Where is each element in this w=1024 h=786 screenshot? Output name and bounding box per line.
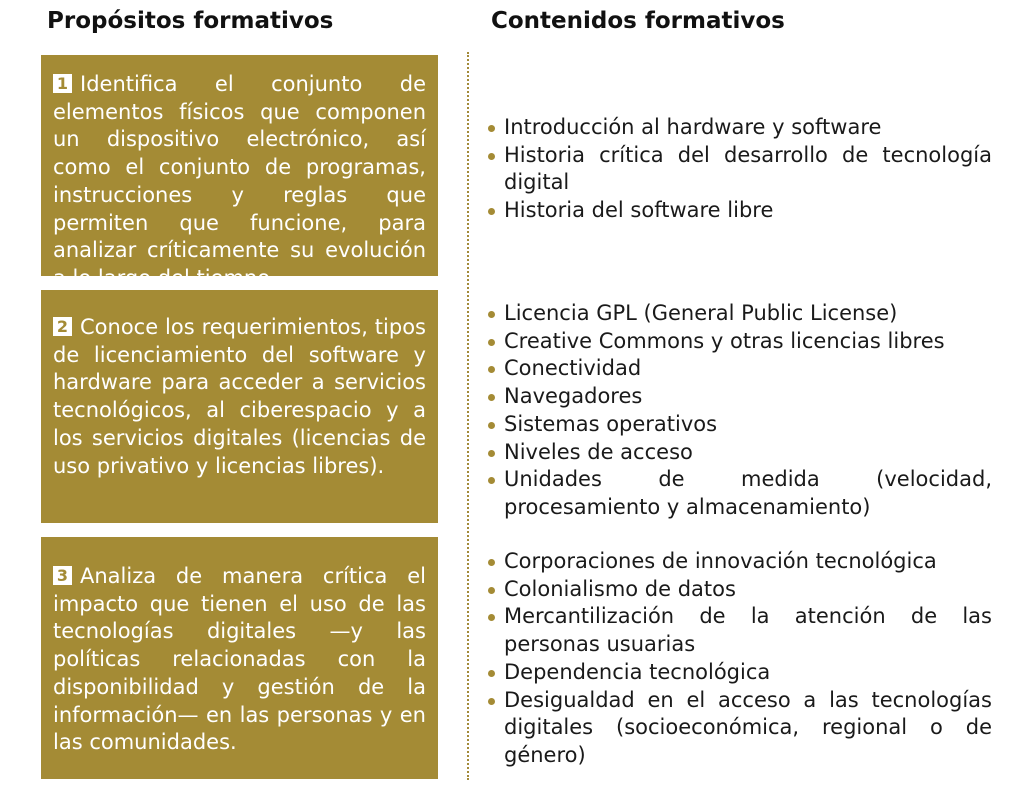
list-item <box>486 439 992 467</box>
purpose-number-badge-3: 3 <box>53 566 72 585</box>
contents-header: Contenidos formativos <box>491 8 785 34</box>
column-divider <box>467 52 469 780</box>
bullet-icon <box>488 311 495 318</box>
purpose-box-1 <box>41 55 438 290</box>
list-item <box>486 411 992 439</box>
list-item-text: Navegadores <box>504 384 643 409</box>
purpose-description-1: Identifica el conjunto de elementos físicos que componen un dispositivo electrónico, así como el conjunto de programas, instrucciones y reglas que permiten que funcione, para analizar críticamente su evolución a lo largo del tiempo. <box>53 72 426 290</box>
purpose-box-3 <box>41 537 438 779</box>
purpose-number-badge-1: 1 <box>53 74 72 93</box>
bullet-icon <box>488 366 495 373</box>
bullet-icon <box>488 698 495 705</box>
list-item-text: Niveles de acceso <box>504 439 693 464</box>
list-item-text: Colonialismo de datos <box>504 576 736 601</box>
list-item-text: Historia del software libre <box>504 198 774 223</box>
list-item-text: Unidades de medida (velocidad, procesamiento y almacenamiento) <box>504 467 992 519</box>
bullet-icon <box>488 208 495 215</box>
list-item <box>486 603 992 658</box>
list-item <box>486 576 992 604</box>
purpose-description-2: Conoce los requerimientos, tipos de licenciamiento del software y hardware para acceder a servicios tecnológicos, al ciberespacio y a los servicios digitales (licencias de uso privativo y licencias libres). <box>53 315 426 478</box>
bullet-icon <box>488 394 495 401</box>
list-item <box>486 383 992 411</box>
purposes-header: Propósitos formativos <box>47 8 334 34</box>
list-item <box>486 687 992 770</box>
purpose-number-badge-2: 2 <box>53 317 72 336</box>
list-item-text: Historia crítica del desarrollo de tecnología digital <box>504 142 992 195</box>
list-item-text: Introducción al hardware y software <box>504 115 882 139</box>
list-item-text: Desigualdad en el acceso a las tecnologías digitales (socioeconómica, regional o de género) <box>504 687 992 767</box>
purpose-description-3: Analiza de manera crítica el impacto que tienen el uso de las tecnologías digitales —y las políticas relacionadas con la disponibilidad y gestión de la información— en las personas y en las comunidades. <box>53 564 426 755</box>
list-item <box>486 659 992 687</box>
bullet-icon <box>488 614 495 621</box>
bullet-icon <box>488 670 495 677</box>
list-item-text: Mercantilización de la atención de las personas usuarias <box>504 604 992 657</box>
list-item <box>486 466 992 521</box>
list-item <box>486 142 992 197</box>
list-item <box>486 114 992 142</box>
list-item <box>486 300 992 328</box>
list-item-text: Sistemas operativos <box>504 411 718 436</box>
bullet-icon <box>488 422 495 429</box>
list-item <box>486 355 992 383</box>
bullet-icon <box>488 587 495 594</box>
list-item <box>486 328 992 356</box>
purpose-text-2 <box>53 314 426 480</box>
bullet-icon <box>488 559 495 566</box>
bullet-icon <box>488 153 495 160</box>
bullet-icon <box>488 450 495 457</box>
list-item-text: Corporaciones de innovación tecnológica <box>504 549 937 573</box>
list-item <box>486 197 992 225</box>
list-item-text: Conectividad <box>504 356 642 381</box>
list-item-text: Dependencia tecnológica <box>504 659 771 684</box>
content-list-1 <box>486 114 992 225</box>
purpose-text-3 <box>53 563 426 757</box>
purpose-text-1 <box>53 71 426 293</box>
list-item-text: Licencia GPL (General Public License) <box>504 301 898 325</box>
purpose-box-2 <box>41 290 438 523</box>
content-list-3 <box>486 548 992 770</box>
content-list-2 <box>486 300 992 522</box>
bullet-icon <box>488 339 495 346</box>
list-item-text: Creative Commons y otras licencias libres <box>504 328 945 353</box>
list-item <box>486 548 992 576</box>
bullet-icon <box>488 125 495 132</box>
bullet-icon <box>488 477 495 484</box>
